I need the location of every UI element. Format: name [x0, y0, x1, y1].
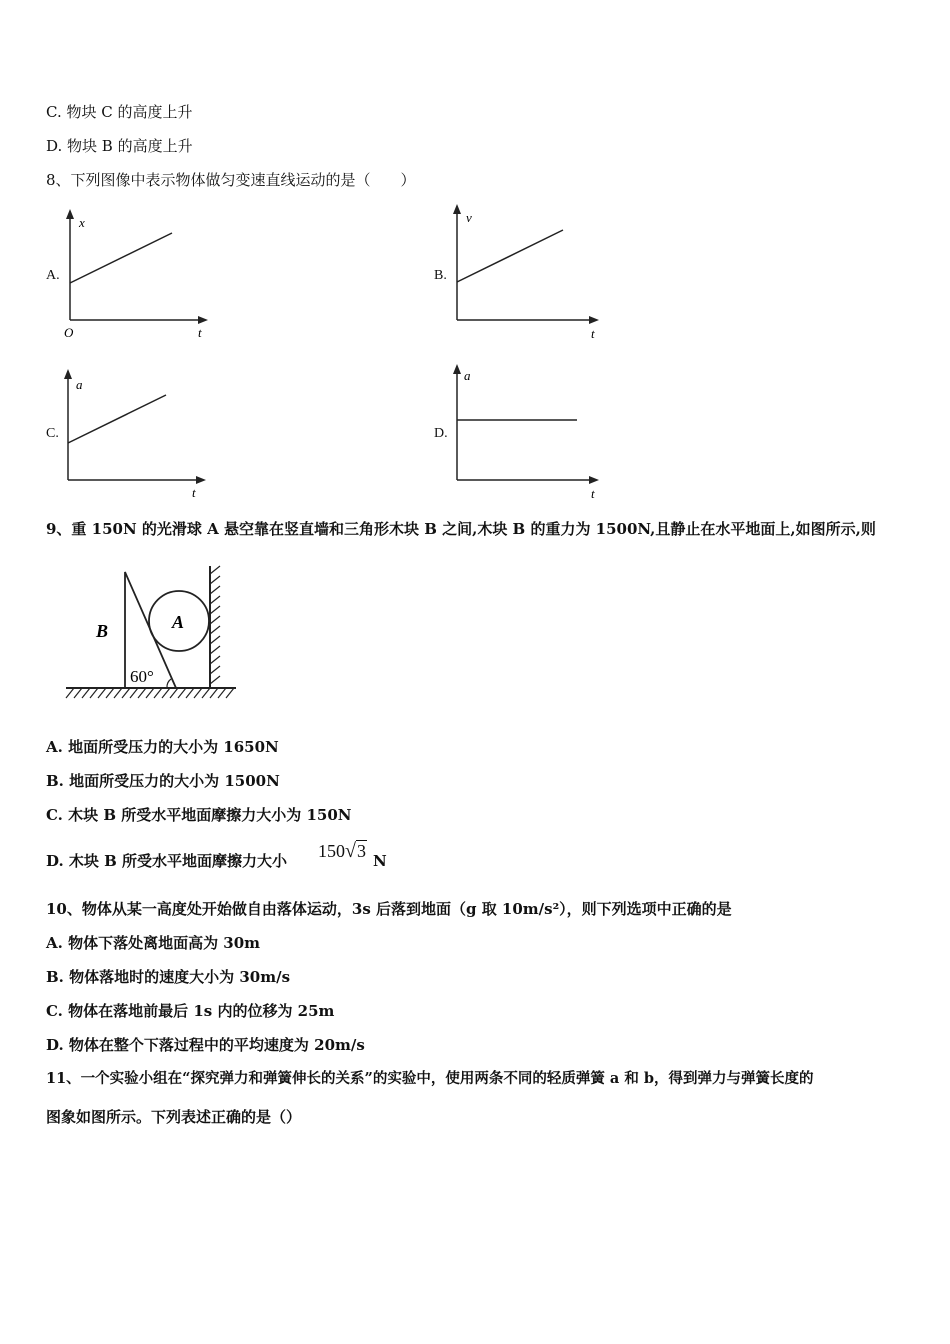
graph-c-xlabel: t [192, 485, 196, 500]
q11-stem-line1: 11、一个实验小组在“探究弹力和弹簧伸长的关系”的实验中，使用两条不同的轻质弹簧 a 和 b，得到弹力与弹簧长度的 [46, 1070, 814, 1087]
graph-d-ylabel: a [464, 368, 471, 383]
q9-option-c: C. 木块 B 所受水平地面摩擦力大小为 150N [46, 806, 352, 824]
q9-option-a: A. 地面所受压力的大小为 1650N [46, 738, 279, 756]
q7-option-c: C. 物块 C 的高度上升 [46, 103, 193, 121]
graph-d-xlabel: t [591, 486, 595, 501]
angle-label: 60° [130, 667, 154, 686]
q10-option-b: B. 物体落地时的速度大小为 30m/s [46, 968, 291, 986]
q8-option-c-label: C. [46, 426, 59, 441]
q7-option-d: D. 物块 B 的高度上升 [46, 137, 193, 155]
formula-coefficient: 150 [318, 841, 345, 861]
q10-option-d: D. 物体在整个下落过程中的平均速度为 20m/s [46, 1036, 365, 1054]
graph-b-ylabel: v [466, 210, 472, 225]
q8-graph-c [58, 365, 218, 505]
q9-option-d-formula: 150√3 [318, 840, 366, 862]
graph-c-ylabel: a [76, 377, 83, 392]
ball-a-label: A [172, 612, 185, 632]
q8-option-a-label: A. [46, 268, 60, 283]
q9-figure [60, 560, 245, 705]
graph-a-xlabel: t [198, 325, 202, 340]
q9-option-d-unit: N [373, 852, 387, 870]
block-b-label: B [96, 621, 109, 641]
q8-option-d-label: D. [434, 426, 448, 441]
q10-option-c: C. 物体在落地前最后 1s 内的位移为 25m [46, 1002, 335, 1020]
q9-stem: 9、重 150N 的光滑球 A 悬空靠在竖直墙和三角形木块 B 之间,木块 B 的重力为 1500N,且静止在水平地面上,如图所示,则 [46, 520, 876, 538]
q10-option-a: A. 物体下落处离地面高为 30m [46, 934, 261, 952]
q9-option-b: B. 地面所受压力的大小为 1500N [46, 772, 280, 790]
graph-b-xlabel: t [591, 326, 595, 341]
q11-stem-line2: 图象如图所示。下列表述正确的是（） [46, 1108, 302, 1126]
q9-option-d [46, 851, 287, 871]
graph-a-origin: O [64, 325, 74, 340]
q8-graph-a [60, 205, 220, 345]
q9-option-d-text: D. 木块 B 所受水平地面摩擦力大小 [46, 852, 288, 870]
graph-a-ylabel: x [79, 215, 85, 230]
formula-radicand: 3 [356, 841, 366, 861]
q8-graph-b [447, 200, 607, 345]
q8-stem: 8、下列图像中表示物体做匀变速直线运动的是（ ） [46, 171, 416, 189]
q8-option-b-label: B. [434, 268, 447, 283]
q8-graph-d [447, 360, 607, 505]
q10-stem: 10、物体从某一高度处开始做自由落体运动，3s 后落到地面（g 取 10m/s²），则下列选项中正确的是 [46, 900, 732, 918]
